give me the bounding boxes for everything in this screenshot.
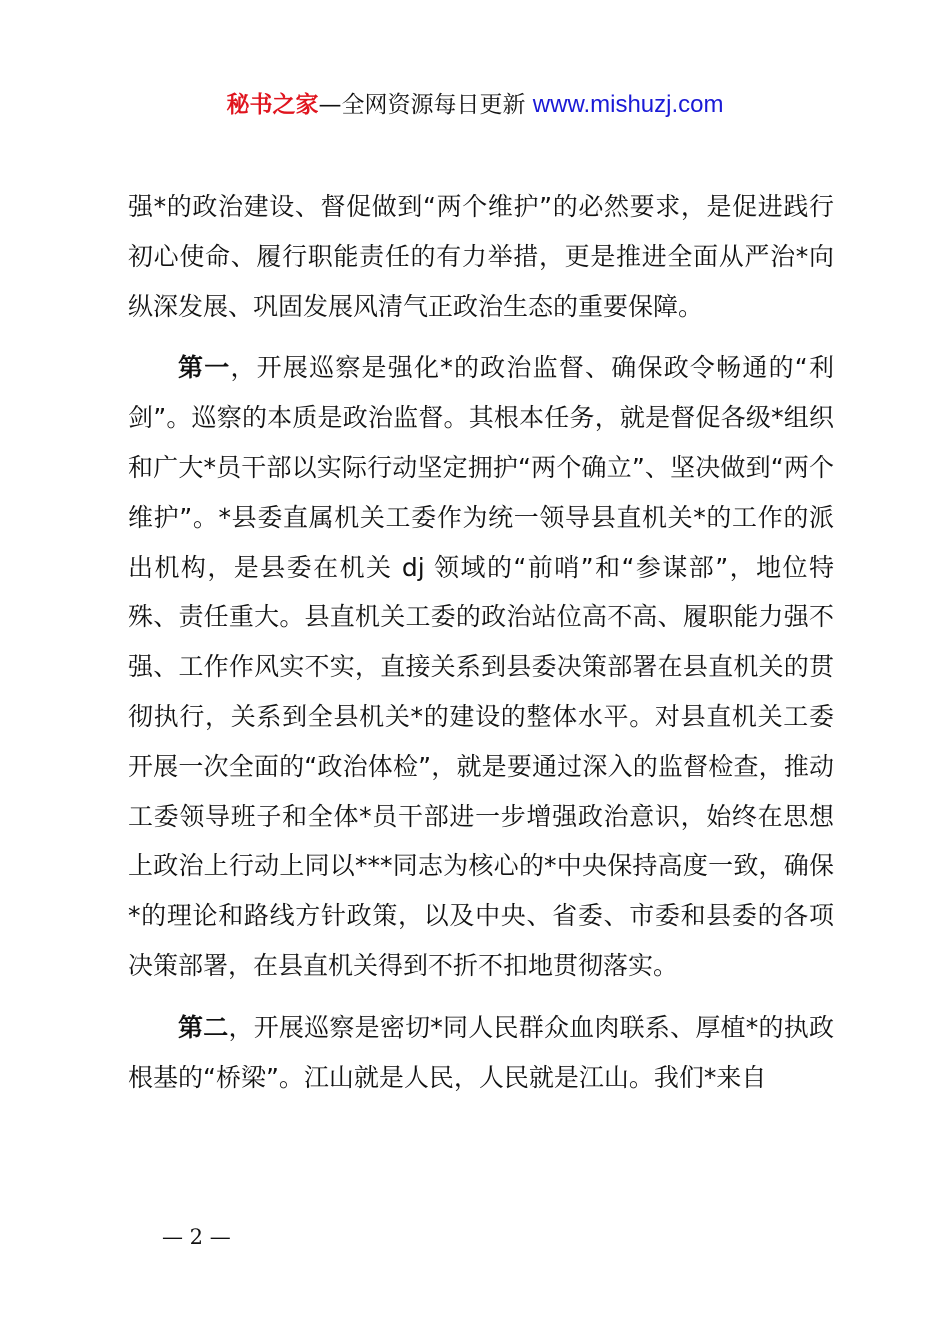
paragraph-text: ，开展巡察是强化*的政治监督、确保政令畅通的“利剑”。巡察的本质是政治监督。其根本任务，就是督促各级*组织和广大*员干部以实际行动坚定拥护“两个确立”、坚决做到“两个维护”。*县委直属机关工委作为统一领导县直机关*的工作的派出机构，是县委在机关 dj 领域的“前哨”和“参谋部”，地位特殊、责任重大。县直机关工委的政治站位高不高、履职能力强不强、工作作风实不实，直接关系到县委决策部署在县直机关的贯彻执行，关系到全县机关*的建设的整体水平。对县直机关工委开展一次全面的“政治体检”，就是要通过深入的监督检查，推动工委领导班子和全体*员干部进一步增强政治意识，始终在思想上政治上行动上同以***同志为核心的*中央保持高度一致，确保*的理论和路线方针政策，以及中央、省委、市委和县委的各项决策部署，在县直机关得到不折不扣地贯彻落实。: [128, 353, 834, 980]
site-header: [0, 88, 950, 122]
paragraph-lead: 第二: [178, 1012, 229, 1042]
paragraph-text: ，开展巡察是密切*同人民群众血肉联系、厚植*的执政根基的“桥梁”。江山就是人民，人民就是江山。我们*来自: [128, 1012, 834, 1092]
paragraph-first: [128, 343, 834, 990]
site-url-link[interactable]: www.mishuzj.com: [532, 91, 724, 118]
header-tagline: —全网资源每日更新: [318, 92, 533, 118]
paragraph-text: 强*的政治建设、督促做到“两个维护”的必然要求，是促进践行初心使命、履行职能责任的有力举措，更是推进全面从严治*向纵深发展、巩固发展风清气正政治生态的重要保障。: [128, 192, 834, 321]
paragraph-second: [128, 1003, 834, 1103]
document-body: [128, 182, 834, 1102]
brand-name: 秘书之家: [226, 92, 319, 118]
page-number: — 2 —: [162, 1225, 231, 1249]
paragraph-lead: 第一: [178, 353, 231, 383]
paragraph-continuation: [128, 182, 834, 331]
